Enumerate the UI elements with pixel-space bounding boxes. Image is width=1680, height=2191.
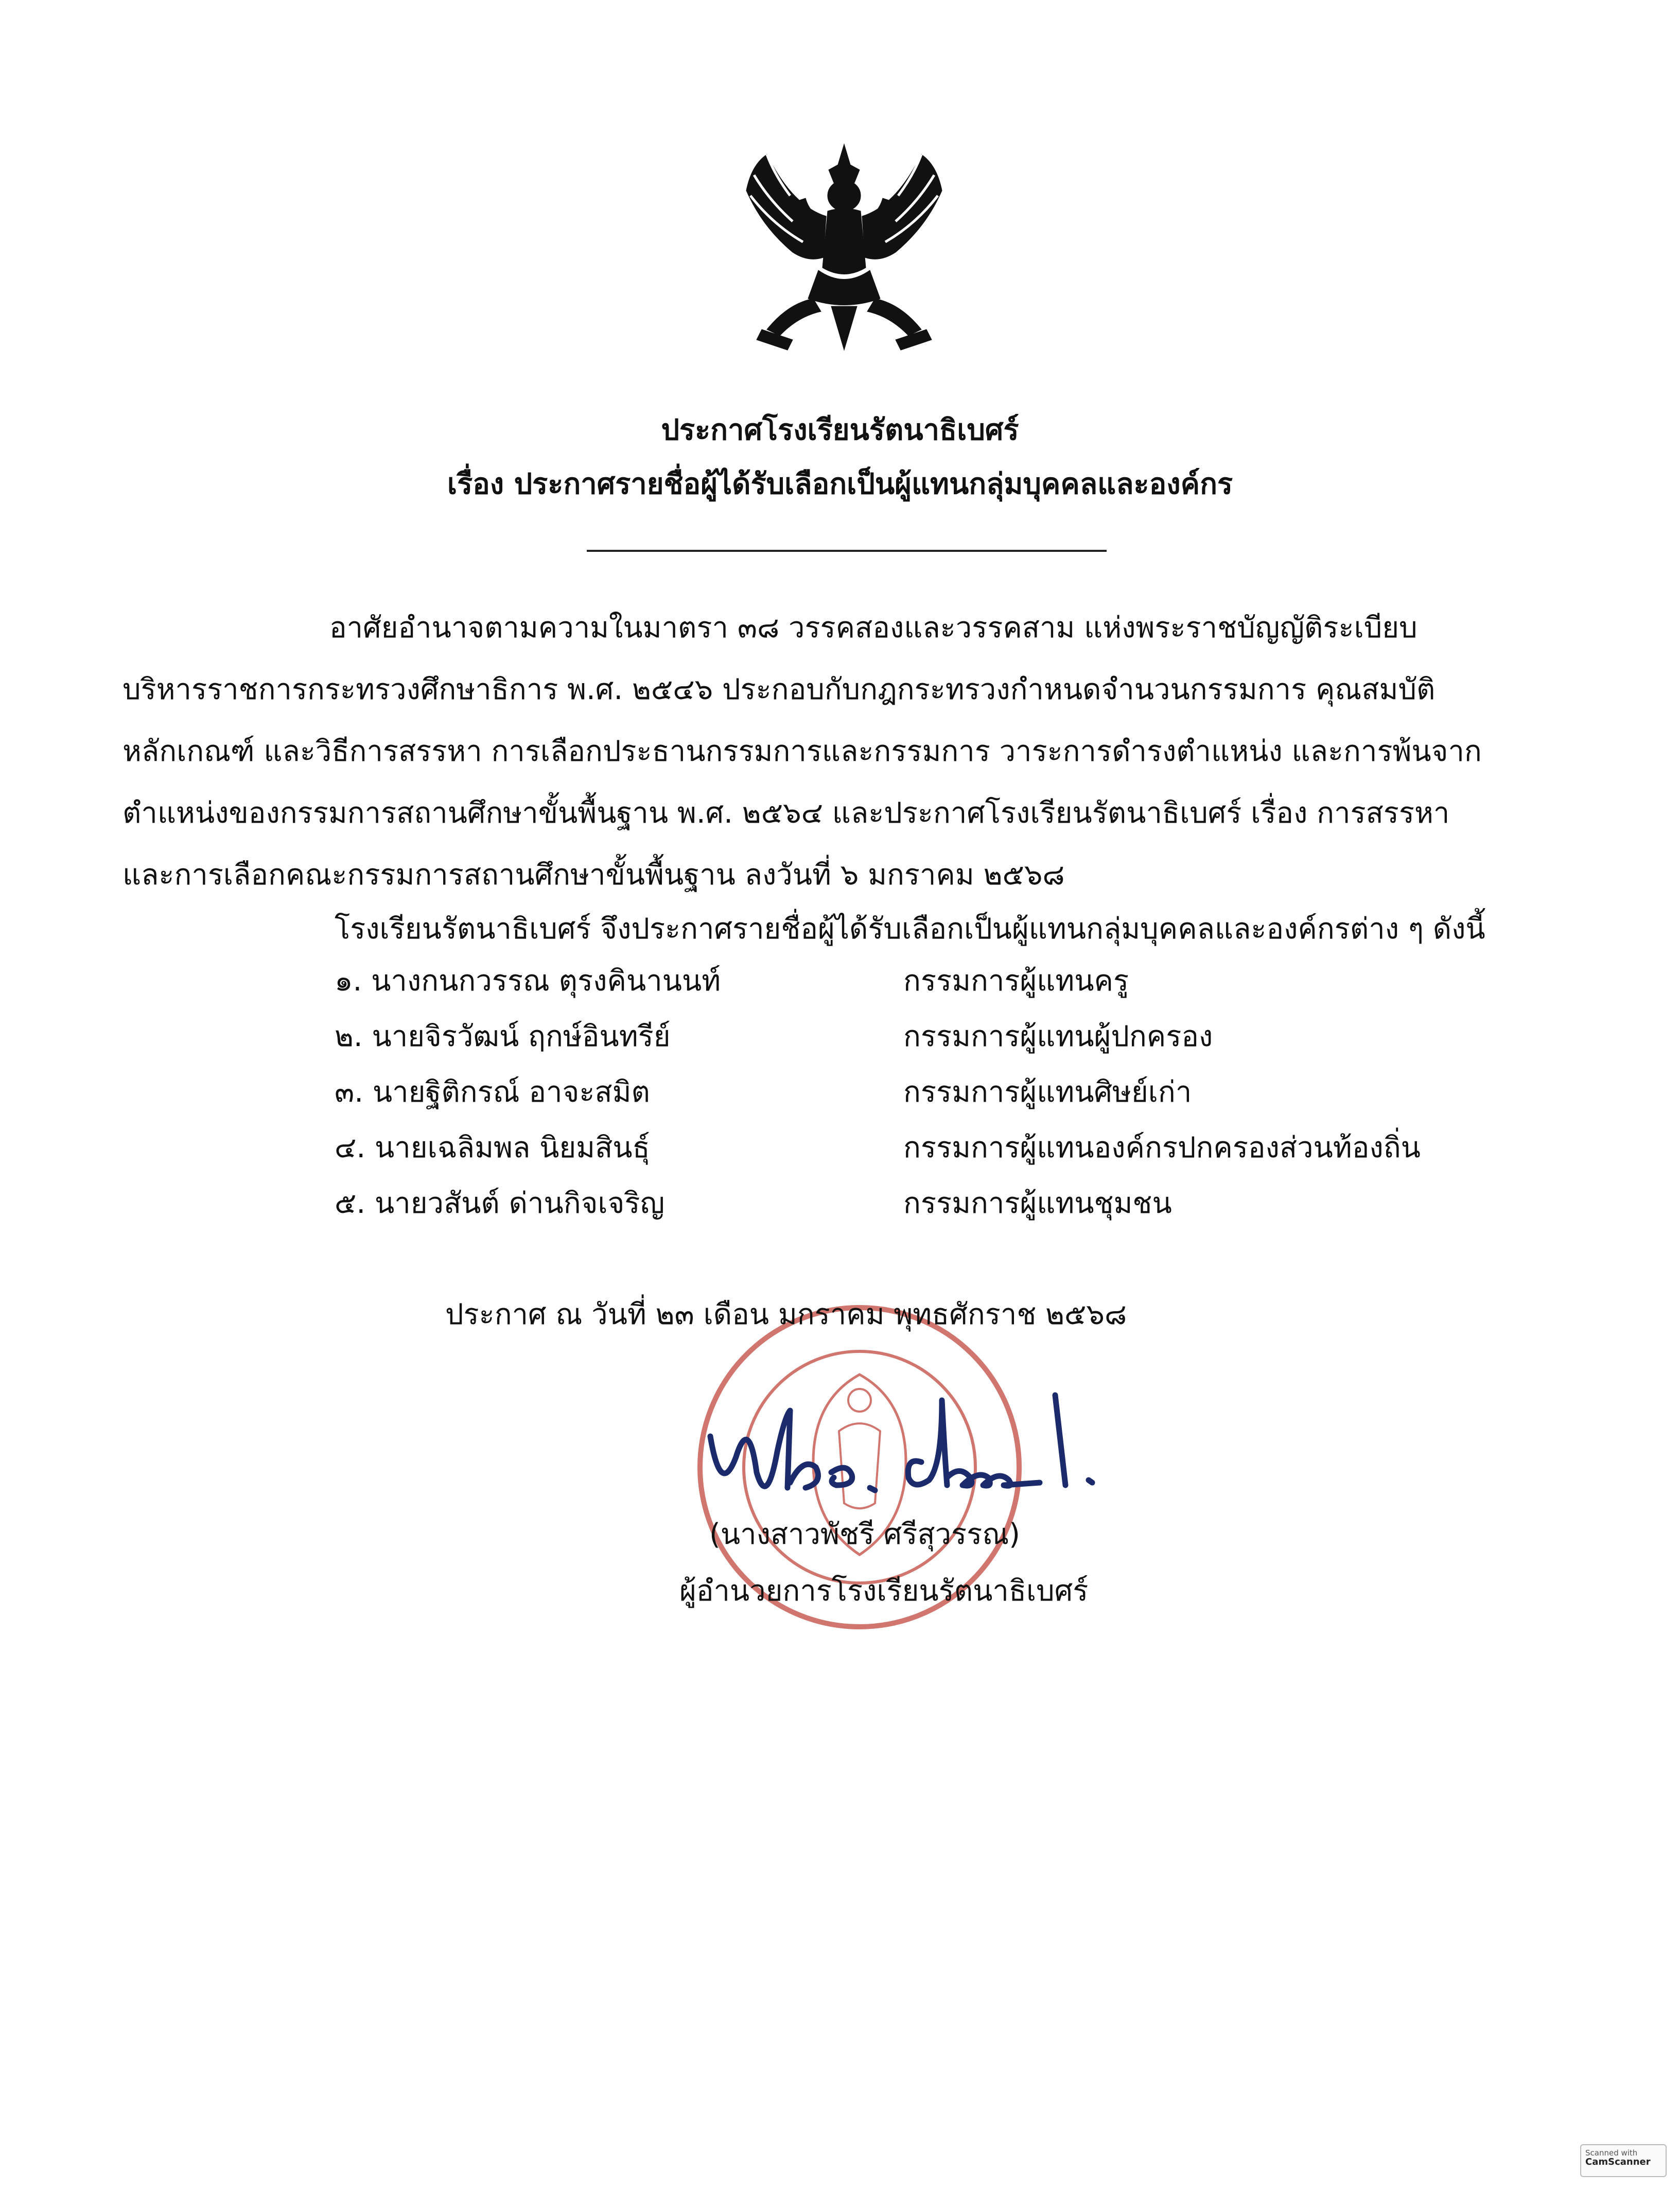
watermark-line1: Scanned with <box>1585 2148 1638 2158</box>
title-divider <box>587 550 1107 552</box>
paragraph-line: หลักเกณฑ์ และวิธีการสรรหา การเลือกประธานกรรมการและกรรมการ วาระการดำรงตำแหน่ง และการพ้นจาก <box>122 735 1482 768</box>
member-role: กรรมการผู้แทนครู <box>903 964 1129 998</box>
garuda-emblem-icon <box>731 134 957 360</box>
member-name: ๓. นายฐิติกรณ์ อาจะสมิต <box>335 1075 650 1109</box>
handwritten-signature-icon <box>700 1380 1122 1514</box>
paragraph-line: บริหารราชการกระทรวงศึกษาธิการ พ.ศ. ๒๕๔๖ ประกอบกับกฎกระทรวงกำหนดจำนวนกรรมการ คุณสมบัติ <box>122 673 1436 706</box>
member-role: กรรมการผู้แทนองค์กรปกครองส่วนท้องถิ่น <box>903 1131 1421 1164</box>
paragraph-line: ตำแหน่งของกรรมการสถานศึกษาขั้นพื้นฐาน พ.ศ. ๒๕๖๔ และประกาศโรงเรียนรัตนาธิเบศร์ เรื่อง การสรรหา <box>122 796 1450 830</box>
member-role: กรรมการผู้แทนศิษย์เก่า <box>903 1075 1192 1109</box>
member-name: ๒. นายจิรวัฒน์ ฤกษ์อินทรีย์ <box>335 1020 671 1053</box>
signer-position: ผู้อำนวยการโรงเรียนรัตนาธิเบศร์ <box>679 1574 1089 1608</box>
member-name: ๑. นางกนกวรรณ ตุรงคินานนท์ <box>335 964 721 998</box>
announcement-dateline: ประกาศ ณ วันที่ ๒๓ เดือน มกราคม พุทธศักราช ๒๕๖๘ <box>445 1298 1127 1331</box>
paragraph-line: และการเลือกคณะกรรมการสถานศึกษาขั้นพื้นฐาน ลงวันที่ ๖ มกราคม ๒๕๖๘ <box>122 858 1065 892</box>
paragraph-line: อาศัยอำนาจตามความในมาตรา ๓๘ วรรคสองและวรรคสาม แห่งพระราชบัญญัติระเบียบ <box>329 611 1417 645</box>
paragraph-intro: โรงเรียนรัตนาธิเบศร์ จึงประกาศรายชื่อผู้ได้รับเลือกเป็นผู้แทนกลุ่มบุคคลและองค์กรต่าง ๆ ดังนี้ <box>335 912 1485 946</box>
signer-name: (นางสาวพัชรี ศรีสุวรรณ) <box>709 1518 1020 1551</box>
member-role: กรรมการผู้แทนผู้ปกครอง <box>903 1020 1213 1053</box>
member-name: ๔. นายเฉลิมพล นิยมสินธุ์ <box>335 1131 650 1164</box>
member-role: กรรมการผู้แทนชุมชน <box>903 1187 1172 1220</box>
member-name: ๕. นายวสันต์ ด่านกิจเจริญ <box>335 1187 665 1220</box>
camscanner-watermark <box>1580 2144 1667 2177</box>
document-title: ประกาศโรงเรียนรัตนาธิเบศร์ <box>661 413 1019 447</box>
document-subject: เรื่อง ประกาศรายชื่อผู้ได้รับเลือกเป็นผู้แทนกลุ่มบุคคลและองค์กร <box>447 467 1233 501</box>
watermark-line2: CamScanner <box>1585 2157 1651 2167</box>
